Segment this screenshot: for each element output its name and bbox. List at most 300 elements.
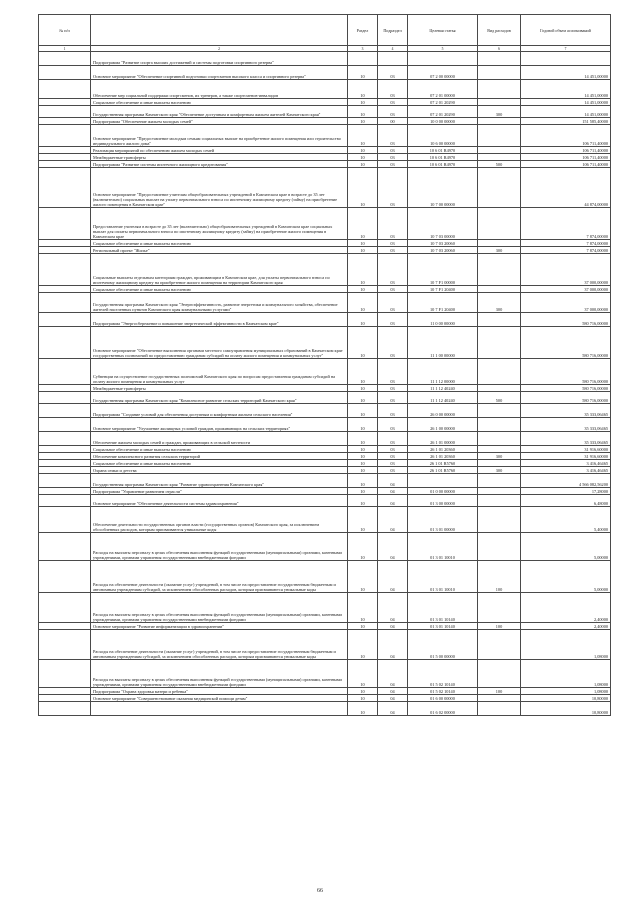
row-target-article-cell: 26 0 00 00000 <box>408 404 478 418</box>
row-razdel-cell: 10 <box>348 208 378 240</box>
row-podrazdel-cell <box>378 52 408 66</box>
row-podrazdel-cell: 03 <box>378 106 408 118</box>
row-amount-cell: 5,00000 <box>521 533 611 561</box>
row-amount-cell: 31 916,60000 <box>521 453 611 460</box>
row-number-cell <box>39 630 91 660</box>
row-amount-cell: 35 333,06465 <box>521 404 611 418</box>
row-number-cell <box>39 495 91 507</box>
row-podrazdel-cell: 03 <box>378 240 408 247</box>
row-expense-type-cell <box>478 404 521 418</box>
row-number-cell <box>39 286 91 293</box>
table-row <box>39 80 611 99</box>
page-number: 66 <box>317 888 323 894</box>
table-row <box>39 293 611 313</box>
row-podrazdel-cell: 03 <box>378 154 408 161</box>
row-name-cell: Социальное обеспечение и иные выплаты населению <box>91 99 348 106</box>
row-razdel-cell: 10 <box>348 630 378 660</box>
row-expense-type-cell: 100 <box>478 688 521 695</box>
row-number-cell <box>39 460 91 467</box>
row-razdel-cell: 10 <box>348 286 378 293</box>
row-expense-type-cell <box>478 66 521 80</box>
row-razdel-cell: 10 <box>348 593 378 623</box>
row-amount-cell: 1,08000 <box>521 660 611 688</box>
row-razdel-cell: 10 <box>348 392 378 404</box>
row-razdel-cell: 10 <box>348 80 378 99</box>
row-number-cell <box>39 533 91 561</box>
row-name-cell: Государственная программа Камчатского края "Развитие здравоохранения Камчатского края" <box>91 474 348 488</box>
row-expense-type-cell <box>478 702 521 716</box>
row-number-cell <box>39 561 91 593</box>
row-razdel-cell: 10 <box>348 293 378 313</box>
row-number-cell <box>39 208 91 240</box>
row-podrazdel-cell: 04 <box>378 695 408 702</box>
row-podrazdel-cell: 04 <box>378 702 408 716</box>
row-razdel-cell <box>348 52 378 66</box>
row-number-cell <box>39 446 91 453</box>
row-name-cell: Основное мероприятие "Развитие информатизации в здравоохранении" <box>91 623 348 630</box>
row-number-cell <box>39 240 91 247</box>
table-row <box>39 495 611 507</box>
row-target-article-cell: 10 6 00 00000 <box>408 125 478 147</box>
row-expense-type-cell <box>478 630 521 660</box>
row-name-cell: Обеспечение комплексного развития сельских территорий <box>91 453 348 460</box>
row-amount-cell: 2,40000 <box>521 593 611 623</box>
row-expense-type-cell: 100 <box>478 623 521 630</box>
row-podrazdel-cell: 03 <box>378 293 408 313</box>
row-amount-cell: 3 416,46465 <box>521 460 611 467</box>
table-row <box>39 533 611 561</box>
row-expense-type-cell: 500 <box>478 161 521 168</box>
row-amount-cell: 37 000,00000 <box>521 293 611 313</box>
row-razdel-cell: 10 <box>348 168 378 208</box>
row-razdel-cell: 10 <box>348 254 378 286</box>
row-number-cell <box>39 702 91 716</box>
row-amount-cell: 14 451,00000 <box>521 99 611 106</box>
row-name-cell: Основное мероприятие "Предоставление учителям общеобразовательных учреждений в Камчатском крае в возрасте до 35 лет (включительно) социальных выплат на уплату первоначального взноса по ипотечному жилищному кредиту (займу) на приобретение жилого помещения в Камчатском крае" <box>91 168 348 208</box>
row-target-article-cell: 01 3 01 10010 <box>408 561 478 593</box>
col-num-2: 2 <box>91 46 348 52</box>
row-podrazdel-cell: 04 <box>378 474 408 488</box>
row-amount-cell: 106 711,40000 <box>521 147 611 154</box>
row-expense-type-cell <box>478 660 521 688</box>
row-amount-cell: 1,08000 <box>521 688 611 695</box>
table-row <box>39 460 611 467</box>
budget-document <box>38 14 610 716</box>
row-amount-cell: 37 000,00000 <box>521 286 611 293</box>
row-target-article-cell: 26 1 01 20360 <box>408 446 478 453</box>
row-number-cell <box>39 247 91 254</box>
row-number-cell <box>39 453 91 460</box>
row-target-article-cell: 10 0 00 00000 <box>408 118 478 125</box>
row-number-cell <box>39 125 91 147</box>
row-podrazdel-cell: 04 <box>378 533 408 561</box>
row-expense-type-cell <box>478 385 521 392</box>
row-expense-type-cell <box>478 327 521 359</box>
row-number-cell <box>39 154 91 161</box>
row-razdel-cell: 10 <box>348 404 378 418</box>
col-num-1: 1 <box>39 46 91 52</box>
table-row <box>39 327 611 359</box>
row-podrazdel-cell: 03 <box>378 286 408 293</box>
row-amount-cell: 35 333,06465 <box>521 432 611 446</box>
row-expense-type-cell <box>478 474 521 488</box>
table-row <box>39 507 611 533</box>
row-razdel-cell: 10 <box>348 154 378 161</box>
row-number-cell <box>39 313 91 327</box>
row-number-cell <box>39 359 91 385</box>
row-razdel-cell: 10 <box>348 446 378 453</box>
row-razdel-cell: 10 <box>348 507 378 533</box>
table-row <box>39 418 611 432</box>
row-target-article-cell: 10 7 03 20060 <box>408 247 478 254</box>
col-num-6: 6 <box>478 46 521 52</box>
row-razdel-cell: 10 <box>348 240 378 247</box>
row-name-cell: Подпрограмма "Развитие системы ипотечного жилищного кредитования" <box>91 161 348 168</box>
row-target-article-cell: 10 7 F1 20400 <box>408 293 478 313</box>
row-razdel-cell: 10 <box>348 125 378 147</box>
row-razdel-cell: 10 <box>348 660 378 688</box>
row-razdel-cell: 10 <box>348 327 378 359</box>
row-amount-cell: 5,40000 <box>521 507 611 533</box>
row-razdel-cell: 10 <box>348 359 378 385</box>
row-name-cell: Социальное обеспечение и иные выплаты населению <box>91 460 348 467</box>
row-razdel-cell: 10 <box>348 467 378 474</box>
row-expense-type-cell <box>478 286 521 293</box>
row-razdel-cell: 10 <box>348 702 378 716</box>
row-name-cell: Социальное обеспечение и иные выплаты населению <box>91 286 348 293</box>
col-num-4: 4 <box>378 46 408 52</box>
table-row <box>39 66 611 80</box>
row-target-article-cell: 26 1 00 00000 <box>408 418 478 432</box>
row-expense-type-cell <box>478 533 521 561</box>
row-amount-cell: 6,48000 <box>521 495 611 507</box>
table-row <box>39 453 611 460</box>
row-target-article-cell: 10 6 01 R4970 <box>408 147 478 154</box>
row-razdel-cell: 10 <box>348 418 378 432</box>
row-podrazdel-cell: 04 <box>378 561 408 593</box>
table-row <box>39 474 611 488</box>
row-expense-type-cell <box>478 507 521 533</box>
row-podrazdel-cell: 04 <box>378 593 408 623</box>
table-row <box>39 99 611 106</box>
table-row <box>39 688 611 695</box>
row-name-cell: Основное мероприятие "Улучшение жилищных условий граждан, проживающих на сельских территориях" <box>91 418 348 432</box>
row-name-cell: Подпрограмма "Обеспечение жильем молодых семей" <box>91 118 348 125</box>
row-podrazdel-cell: 04 <box>378 630 408 660</box>
table-row <box>39 254 611 286</box>
row-razdel-cell: 10 <box>348 495 378 507</box>
row-expense-type-cell <box>478 593 521 623</box>
row-expense-type-cell <box>478 52 521 66</box>
row-number-cell <box>39 168 91 208</box>
row-name-cell: Основное мероприятие "Обеспечение деятельности системы здравоохранения" <box>91 495 348 507</box>
row-expense-type-cell <box>478 313 521 327</box>
table-row <box>39 467 611 474</box>
row-razdel-cell: 10 <box>348 688 378 695</box>
row-amount-cell: 2,40000 <box>521 623 611 630</box>
row-podrazdel-cell: 03 <box>378 66 408 80</box>
row-expense-type-cell: 100 <box>478 561 521 593</box>
row-number-cell <box>39 418 91 432</box>
row-razdel-cell: 10 <box>348 161 378 168</box>
row-podrazdel-cell: 04 <box>378 488 408 495</box>
row-razdel-cell: 10 <box>348 147 378 154</box>
table-row <box>39 593 611 623</box>
row-razdel-cell: 10 <box>348 247 378 254</box>
row-target-article-cell: 11 1 00 00000 <box>408 327 478 359</box>
table-row <box>39 561 611 593</box>
row-podrazdel-cell: 03 <box>378 359 408 385</box>
row-expense-type-cell <box>478 80 521 99</box>
row-amount-cell: 35 333,06465 <box>521 418 611 432</box>
row-target-article-cell: 11 1 12 00000 <box>408 359 478 385</box>
row-podrazdel-cell: 03 <box>378 453 408 460</box>
row-name-cell: Социальные выплаты отдельным категориям граждан, проживающим в Камчатском крае, для уплаты первоначального взноса по ипотечному жилищному кредиту на приобретение жилого помещения на территории Камчатского края <box>91 254 348 286</box>
row-expense-type-cell: 300 <box>478 106 521 118</box>
row-name-cell: Государственная программа Камчатского края "Комплексное развитие сельских территорий Камчатского края" <box>91 392 348 404</box>
table-row <box>39 359 611 385</box>
table-row <box>39 147 611 154</box>
col-header-target-article: Целевая статья <box>408 15 478 46</box>
col-header-expense-type: Вид расходов <box>478 15 521 46</box>
row-amount-cell: 106 711,40000 <box>521 161 611 168</box>
col-num-3: 3 <box>348 46 378 52</box>
row-expense-type-cell <box>478 488 521 495</box>
row-name-cell: Обеспечение жильем молодых семей и граждан, проживающих в сельской местности <box>91 432 348 446</box>
row-podrazdel-cell: 03 <box>378 385 408 392</box>
row-target-article-cell: 10 7 F1 00000 <box>408 254 478 286</box>
row-number-cell <box>39 327 91 359</box>
row-number-cell <box>39 118 91 125</box>
row-name-cell: Подпрограмма "Охрана здоровья матери и ребенка" <box>91 688 348 695</box>
row-name-cell: Расходы на обеспечение деятельности (оказание услуг) учреждений, в том числе на предоставление государственным бюджетным и автономным учреждениям субсидий, за исключением обособленных расходов, которым присваиваются уникальные коды <box>91 630 348 660</box>
col-header-razdel: Раздел <box>348 15 378 46</box>
col-header-name <box>91 15 348 46</box>
row-amount-cell: 580 716,00000 <box>521 327 611 359</box>
row-razdel-cell: 10 <box>348 432 378 446</box>
row-amount-cell: 580 716,00000 <box>521 392 611 404</box>
row-number-cell <box>39 404 91 418</box>
row-number-cell <box>39 474 91 488</box>
row-target-article-cell: 11 0 00 00000 <box>408 313 478 327</box>
row-name-cell: Основное мероприятие "Обеспечение выполнения органами местного самоуправления муниципальных образований в Камчатском крае государственных полномочий по предоставлению гражданам субсидий на оплату жилого помещения и коммунальных услуг" <box>91 327 348 359</box>
row-name-cell: Межбюджетные трансферты <box>91 154 348 161</box>
row-name-cell: Социальное обеспечение и иные выплаты населению <box>91 446 348 453</box>
table-row <box>39 240 611 247</box>
row-target-article-cell: 01 0 00 00000 <box>408 488 478 495</box>
row-amount-cell: 31 916,60000 <box>521 446 611 453</box>
row-podrazdel-cell: 03 <box>378 208 408 240</box>
row-name-cell: Расходы на выплаты персоналу в целях обеспечения выполнения функций государственными (муниципальными) органами, казенными учреждениями, органами управления государственными внебюджетными фондами <box>91 593 348 623</box>
row-target-article-cell: 07 2 01 20290 <box>408 99 478 106</box>
row-razdel-cell: 10 <box>348 474 378 488</box>
row-amount-cell: 5,00000 <box>521 561 611 593</box>
table-row <box>39 432 611 446</box>
row-name-cell: Обеспечение деятельности государственных органов власти (государственных органов) Камчатского края, за исключением обособленных расходов, которым присваиваются уникальные коды <box>91 507 348 533</box>
table-row <box>39 488 611 495</box>
row-amount-cell: 14 451,00000 <box>521 106 611 118</box>
row-amount-cell <box>521 52 611 66</box>
row-name-cell: Региональный проект "Жилье" <box>91 247 348 254</box>
row-target-article-cell: 11 1 12 40240 <box>408 392 478 404</box>
col-header-annual-amount: Годовой объем ассигнований <box>521 15 611 46</box>
table-row <box>39 695 611 702</box>
row-expense-type-cell <box>478 147 521 154</box>
row-expense-type-cell: 500 <box>478 392 521 404</box>
row-amount-cell: 7 874,00000 <box>521 208 611 240</box>
row-number-cell <box>39 432 91 446</box>
budget-table <box>38 14 611 716</box>
table-row <box>39 630 611 660</box>
row-target-article-cell: 01 6 00 00000 <box>408 695 478 702</box>
row-number-cell <box>39 254 91 286</box>
row-razdel-cell: 10 <box>348 313 378 327</box>
table-row <box>39 154 611 161</box>
row-name-cell: Подпрограмма "Управление развитием отрасли" <box>91 488 348 495</box>
table-body <box>39 52 611 716</box>
col-num-7: 7 <box>521 46 611 52</box>
row-number-cell <box>39 695 91 702</box>
row-amount-cell: 14 451,00000 <box>521 66 611 80</box>
row-target-article-cell: 07 2 01 20290 <box>408 106 478 118</box>
row-expense-type-cell <box>478 432 521 446</box>
row-amount-cell: 151 585,40000 <box>521 118 611 125</box>
table-row <box>39 106 611 118</box>
table-row <box>39 446 611 453</box>
row-amount-cell: 1,08000 <box>521 630 611 660</box>
row-amount-cell: 106 711,40000 <box>521 154 611 161</box>
row-podrazdel-cell: 03 <box>378 460 408 467</box>
row-podrazdel-cell: 04 <box>378 507 408 533</box>
row-name-cell <box>91 702 348 716</box>
row-name-cell: Расходы на выплаты персоналу в целях обеспечения выполнения функций государственными (муниципальными) органами, казенными учреждениями, органами управления государственными внебюджетными фондами <box>91 660 348 688</box>
row-razdel-cell: 10 <box>348 561 378 593</box>
table-row <box>39 247 611 254</box>
row-target-article-cell: 01 3 01 10140 <box>408 623 478 630</box>
row-amount-cell: 106 711,40000 <box>521 125 611 147</box>
row-expense-type-cell <box>478 495 521 507</box>
row-target-article-cell: 01 5 02 10140 <box>408 688 478 695</box>
table-row <box>39 168 611 208</box>
row-target-article-cell: 26 1 01 R5760 <box>408 467 478 474</box>
row-number-cell <box>39 293 91 313</box>
row-target-article-cell: 01 6 02 00000 <box>408 702 478 716</box>
row-target-article-cell: 10 6 01 R4970 <box>408 161 478 168</box>
col-num-5: 5 <box>408 46 478 52</box>
row-razdel-cell: 10 <box>348 488 378 495</box>
row-podrazdel-cell: 03 <box>378 404 408 418</box>
row-amount-cell: 4 566 082,56200 <box>521 474 611 488</box>
row-name-cell: Предоставление учителям в возрасте до 35 лет (включительно) общеобразовательных учреждений в Камчатском крае социальных выплат для оплаты первоначального взноса по ипотечному жилищному кредиту (займу) на приобретение жилого помещения в Камчатском крае <box>91 208 348 240</box>
table-row <box>39 660 611 688</box>
row-amount-cell: 580 716,00000 <box>521 385 611 392</box>
row-podrazdel-cell: 03 <box>378 418 408 432</box>
row-razdel-cell: 10 <box>348 66 378 80</box>
row-name-cell: Подпрограмма "Энергосбережение и повышение энергетической эффективности в Камчатском крае" <box>91 313 348 327</box>
row-podrazdel-cell: 00 <box>378 118 408 125</box>
row-target-article-cell: 07 2 00 00000 <box>408 66 478 80</box>
row-amount-cell: 14 451,00000 <box>521 80 611 99</box>
col-header-number: № п/п <box>39 15 91 46</box>
row-target-article-cell: 01 5 02 10140 <box>408 660 478 688</box>
row-number-cell <box>39 99 91 106</box>
header-row <box>39 15 611 46</box>
row-amount-cell: 580 716,00000 <box>521 313 611 327</box>
row-name-cell: Расходы на выплаты персоналу в целях обеспечения выполнения функций государственными (муниципальными) органами, казенными учреждениями, органами управления государственными внебюджетными фондами <box>91 533 348 561</box>
row-podrazdel-cell: 03 <box>378 247 408 254</box>
col-header-podrazdel: Подраздел <box>378 15 408 46</box>
row-amount-cell: 3 416,46465 <box>521 467 611 474</box>
row-razdel-cell: 10 <box>348 99 378 106</box>
row-name-cell: Основное мероприятие "Совершенствование оказания медицинской помощи детям" <box>91 695 348 702</box>
row-amount-cell: 7 874,00000 <box>521 240 611 247</box>
row-podrazdel-cell: 04 <box>378 660 408 688</box>
row-name-cell: Подпрограмма "Создание условий для обеспечения доступным и комфортным жильем сельского населения" <box>91 404 348 418</box>
row-expense-type-cell <box>478 254 521 286</box>
row-target-article-cell: 11 1 12 40240 <box>408 385 478 392</box>
row-target-article-cell: 26 1 01 00000 <box>408 432 478 446</box>
table-row <box>39 313 611 327</box>
row-target-article-cell: 10 6 01 R4970 <box>408 154 478 161</box>
row-amount-cell: 10,80000 <box>521 695 611 702</box>
row-number-cell <box>39 66 91 80</box>
row-expense-type-cell <box>478 168 521 208</box>
table-row <box>39 404 611 418</box>
row-number-cell <box>39 623 91 630</box>
table-row <box>39 385 611 392</box>
row-amount-cell: 10,80000 <box>521 702 611 716</box>
row-amount-cell: 580 716,00000 <box>521 359 611 385</box>
row-podrazdel-cell: 03 <box>378 80 408 99</box>
row-number-cell <box>39 688 91 695</box>
row-amount-cell: 37 000,00000 <box>521 254 611 286</box>
table-row <box>39 702 611 716</box>
row-amount-cell: 7 874,00000 <box>521 247 611 254</box>
row-expense-type-cell <box>478 240 521 247</box>
row-podrazdel-cell: 03 <box>378 327 408 359</box>
row-number-cell <box>39 593 91 623</box>
row-target-article-cell: 07 2 01 00000 <box>408 80 478 99</box>
row-podrazdel-cell: 04 <box>378 495 408 507</box>
row-razdel-cell: 10 <box>348 460 378 467</box>
row-razdel-cell: 10 <box>348 623 378 630</box>
row-expense-type-cell <box>478 418 521 432</box>
row-razdel-cell: 10 <box>348 118 378 125</box>
row-number-cell <box>39 385 91 392</box>
table-row <box>39 125 611 147</box>
row-expense-type-cell <box>478 125 521 147</box>
row-razdel-cell: 10 <box>348 453 378 460</box>
row-number-cell <box>39 507 91 533</box>
row-number-cell <box>39 467 91 474</box>
row-expense-type-cell: 300 <box>478 293 521 313</box>
row-name-cell: Подпрограмма "Развитие спорта высших достижений и системы подготовки спортивного резерва" <box>91 52 348 66</box>
row-name-cell: Обеспечение мер социальной поддержки спортсменов, их тренеров, а также спортсменов-инвалидов <box>91 80 348 99</box>
row-podrazdel-cell: 03 <box>378 161 408 168</box>
row-number-cell <box>39 488 91 495</box>
row-razdel-cell: 10 <box>348 695 378 702</box>
row-expense-type-cell <box>478 118 521 125</box>
row-expense-type-cell <box>478 695 521 702</box>
row-name-cell: Основное мероприятие "Обеспечение спортивной подготовки спортсменов высокого класса и спортивного резерва" <box>91 66 348 80</box>
row-number-cell <box>39 106 91 118</box>
row-number-cell <box>39 161 91 168</box>
row-expense-type-cell: 300 <box>478 247 521 254</box>
row-name-cell: Реализация мероприятий по обеспечению жильем молодых семей <box>91 147 348 154</box>
row-razdel-cell: 10 <box>348 533 378 561</box>
table-row <box>39 52 611 66</box>
row-podrazdel-cell: 03 <box>378 168 408 208</box>
